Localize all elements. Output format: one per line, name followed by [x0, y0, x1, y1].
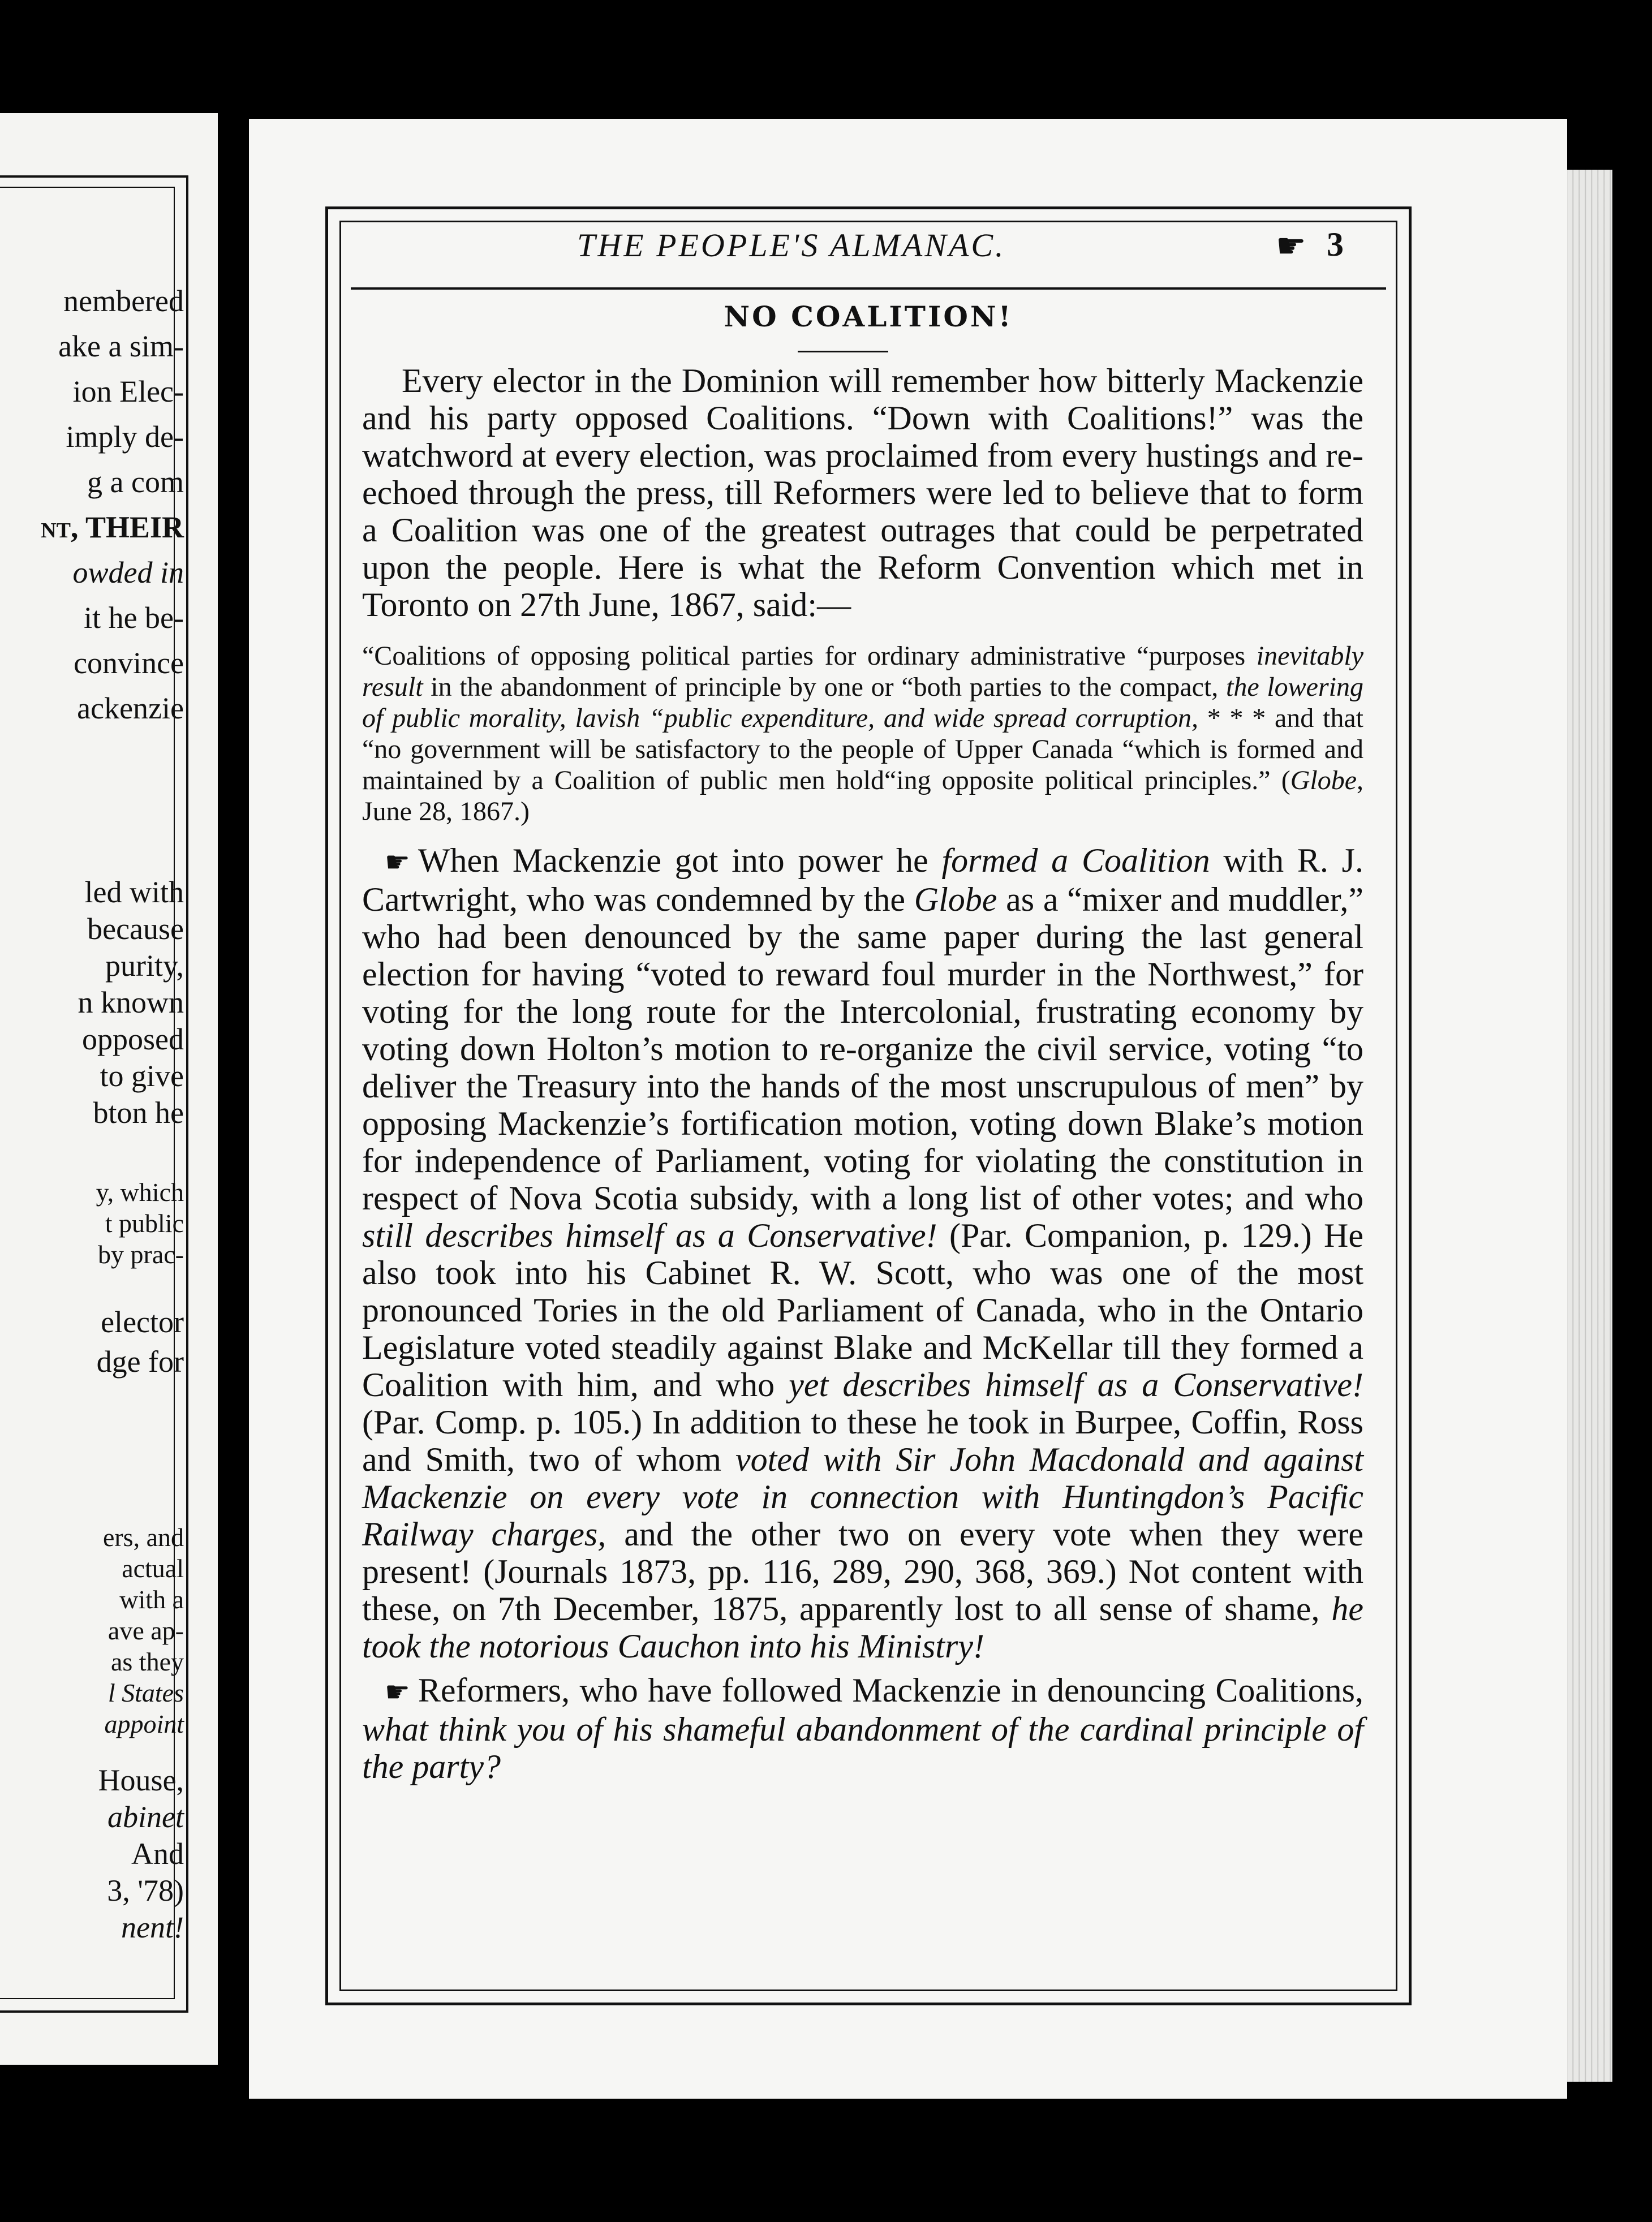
quote-emphasis: the lowering of public morality, lavish “public expenditure, and wide spread corruption, [362, 672, 1363, 733]
convention-quote [362, 640, 1363, 827]
title-rule [798, 351, 888, 352]
paragraph-emphasis: voted with Sir John Macdonald and against Mackenzie on every vote in connection with Huntingdon’s Pacific Railway charges, [362, 1441, 1363, 1553]
left-page-line: nt, THEIR [41, 510, 184, 544]
left-page-line: as they [110, 1647, 184, 1676]
pointing-hand-icon: ☛ [1276, 227, 1306, 265]
left-page-line: nent! [121, 1910, 184, 1944]
left-page-line: to give [100, 1059, 184, 1093]
header-rule [351, 287, 1386, 290]
paragraph-emphasis: formed a Coalition [941, 842, 1210, 879]
left-page-line: it he be- [84, 601, 184, 635]
left-page-line: n known [78, 985, 184, 1019]
paragraph-emphasis: yet describes himself as a Conservative! [789, 1366, 1363, 1403]
left-page-line: imply de- [66, 420, 184, 454]
left-page-line: ers, and [102, 1523, 184, 1552]
left-page-line: ion Elec- [72, 374, 184, 408]
left-page-line: convince [74, 646, 184, 680]
left-page-line: actual [122, 1554, 184, 1583]
quote-emphasis: inevitably result [362, 641, 1363, 702]
quote-text: in the abandonment of principle by one or “both parties to the compact, [423, 672, 1226, 702]
left-page-line: owded in [72, 556, 184, 589]
cartwright-paragraph [362, 842, 1363, 1665]
paragraph-emphasis: he took the notorious Cauchon into his Ministry! [362, 1590, 1363, 1665]
left-page-line: nembered [63, 284, 184, 318]
left-page-line: because [87, 912, 184, 946]
quote-text: , June 28, 1867.) [362, 765, 1363, 826]
left-page-line: bton he [93, 1096, 184, 1130]
left-page-line: ave ap- [107, 1616, 184, 1645]
left-page-line: y, which [96, 1178, 184, 1207]
paragraph-emphasis: still describes himself as a Conservative! [362, 1217, 937, 1254]
pointing-hand-icon: ☛ [385, 846, 410, 878]
paragraph-text: When Mackenzie got into power he [418, 842, 942, 879]
closing-paragraph [362, 1672, 1363, 1785]
page-edges [1561, 170, 1612, 2082]
quote-source: Globe [1290, 765, 1357, 795]
left-page-line: g a com [87, 465, 184, 499]
page-number: 3 [1327, 226, 1344, 263]
left-page-line: elector [101, 1305, 184, 1339]
paragraph-text: (Par. Comp. p. 105.) In addition to these he took in Burpee, Coffin, Ross and Smith, two of whom [362, 1403, 1363, 1478]
left-page-line: abinet [107, 1800, 184, 1834]
left-page-line: House, [98, 1763, 184, 1797]
left-page-line: And [131, 1837, 184, 1871]
running-header-title: THE PEOPLE'S ALMANAC. [577, 227, 1006, 264]
left-page-line: l States [107, 1678, 184, 1707]
paragraph-text: with R. J. Cartwright, who was condemned by the [362, 842, 1363, 918]
article-title: NO COALITION! [724, 300, 1013, 333]
quote-text: * * * and that “no government will be satisfactory to the people of Upper Canada “which is formed and maintained by a Coalition of public men hold“ing opposite political principles.” ( [362, 703, 1364, 795]
left-facing-page [0, 113, 218, 2065]
left-page-line: t public [105, 1209, 184, 1238]
left-page-line: led with [84, 875, 184, 909]
left-page-line: opposed [82, 1022, 184, 1056]
pointing-hand-icon: ☛ [385, 1676, 410, 1708]
left-page-line: by prac- [98, 1240, 184, 1269]
paragraph-text: and the other two on every vote when they were present! (Journals 1873, pp. 116, 289, 290, 368, 369.) Not content with these, on 7th December, 1875, apparently lost to all sense of shame, [362, 1515, 1364, 1627]
left-page-line: appoint [104, 1709, 184, 1738]
intro-paragraph: Every elector in the Dominion will remember how bitterly Mackenzie and his party opposed Coalitions. “Down with Coalitions!” was the watchword at every election, was proclaimed from every hustings and re-echoed through the press, till Reformers were led to believe that to form a Coalition was one of the greatest outrages that could be perpetrated upon the people. Here is what the Reform Convention which met in Toronto on 27th June, 1867, said:— [362, 362, 1363, 623]
paragraph-emphasis: what think you of his shameful abandonment of the cardinal principle of the party? [362, 1711, 1363, 1785]
left-page-line: 3, '78) [107, 1874, 184, 1907]
left-page-line: with a [119, 1585, 184, 1614]
left-page-line: ackenzie [77, 691, 184, 725]
left-page-line: dge for [96, 1345, 184, 1379]
left-page-line: ake a sim- [58, 329, 184, 363]
paragraph-text: Reformers, who have followed Mackenzie in denouncing Coalitions, [418, 1672, 1363, 1709]
left-page-line: purity, [105, 949, 184, 983]
paragraph-emphasis: Globe [914, 881, 997, 918]
article-body [362, 362, 1363, 1785]
paragraph-text: (Par. Companion, p. 129.) He also took into his Cabinet R. W. Scott, who was one of the most pronounced Tories in the old Parliament of Canada, who in the Ontario Legislature voted steadily against Blake and McKellar till they formed a Coalition with him, and who [362, 1217, 1363, 1403]
quote-text: “Coalitions of opposing political parties for ordinary administrative “purposes [362, 641, 1257, 671]
paragraph-text: as a “mixer and muddler,” who had been denounced by the same paper during the last general election for having “voted to reward foul murder in the Northwest,” for voting for the long route for the Intercolonial, frustrating economy by voting down Holton’s motion to re-organize the civil service, voting “to deliver the Treasury into the hands of the most unscrupulous of men” by opposing Mackenzie’s fortification motion, voting down Blake’s motion for independence of Parliament, voting for violating the constitution in respect of Nova Scotia subsidy, with a long list of other votes; and who [362, 881, 1363, 1217]
